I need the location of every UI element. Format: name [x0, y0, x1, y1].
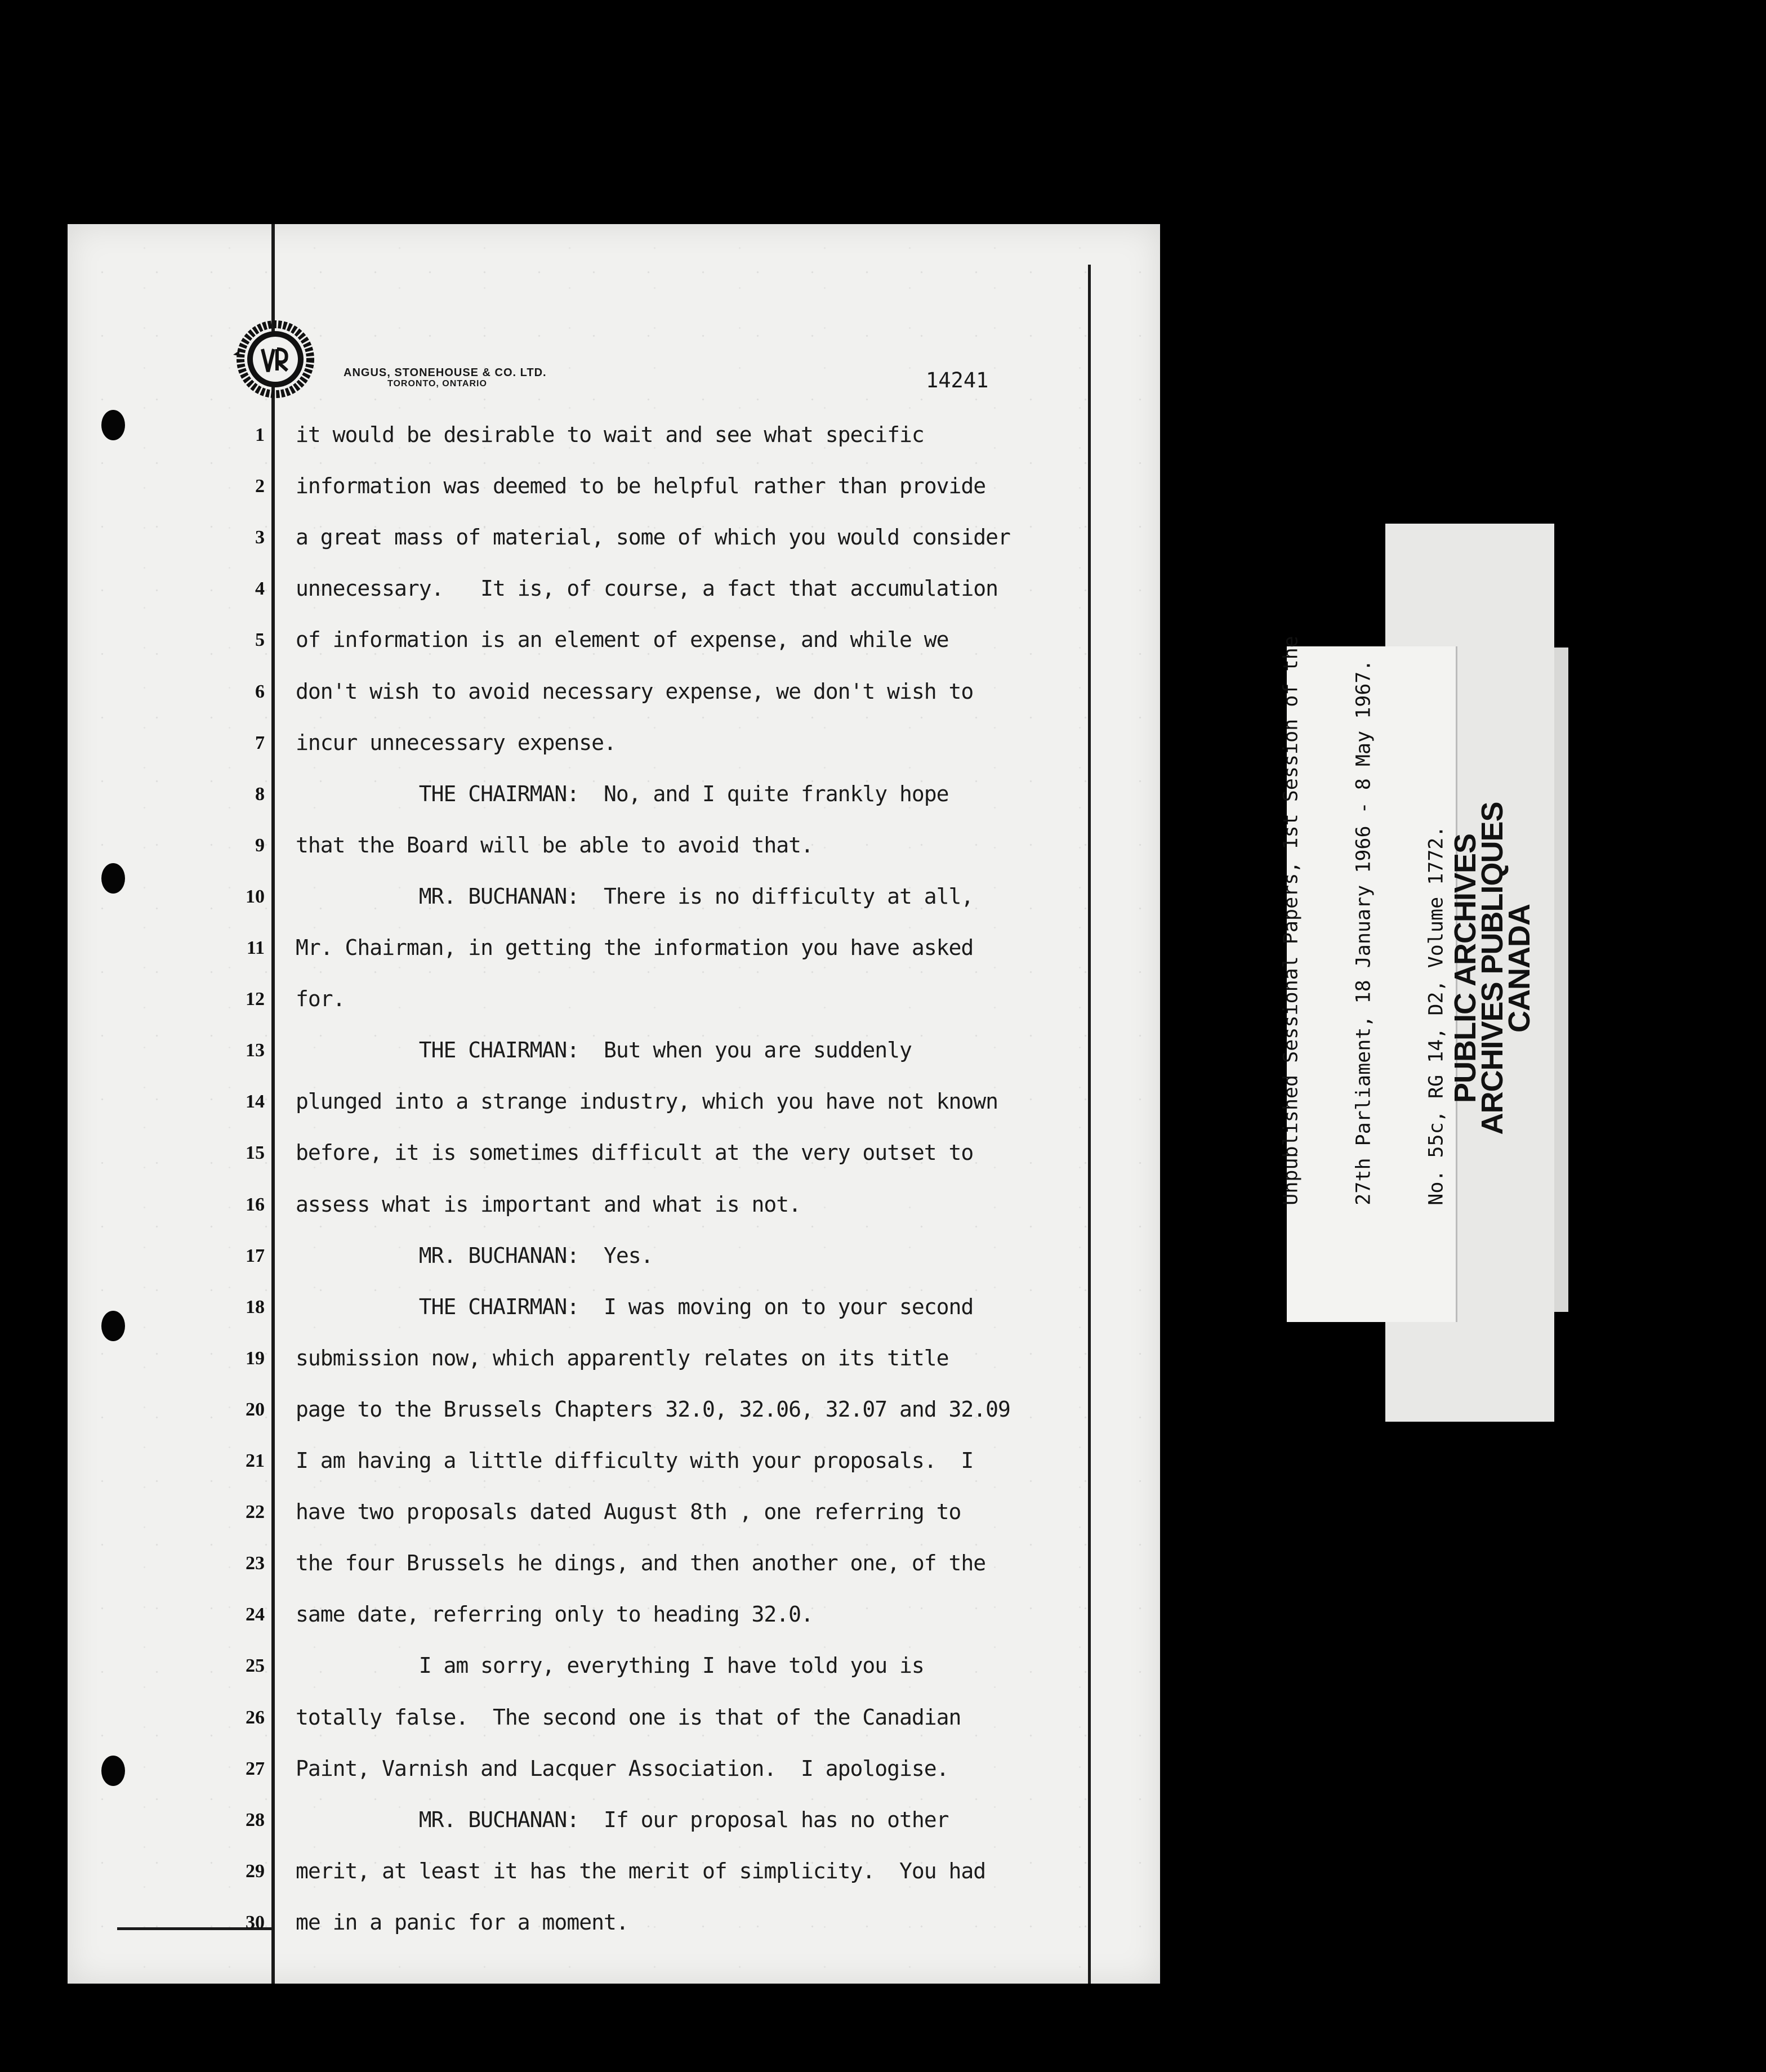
transcript-line: page to the Brussels Chapters 32.0, 32.06, 32.07 and 32.09	[296, 1396, 1010, 1422]
transcript-line: information was deemed to be helpful rather than provide	[296, 474, 986, 499]
line-number: 14	[246, 1091, 265, 1113]
line-number: 22	[246, 1502, 265, 1523]
company-city: TORONTO, ONTARIO	[387, 379, 487, 388]
transcript-line: plunged into a strange industry, which you have not known	[296, 1089, 998, 1114]
transcript-line: MR. BUCHANAN: If our proposal has no other	[296, 1807, 949, 1832]
archive-name-en: PUBLIC ARCHIVES	[1448, 833, 1482, 1104]
transcript-line: me in a panic for a moment.	[296, 1909, 628, 1935]
page-number: 14241	[926, 368, 989, 392]
line-number: 5	[255, 629, 265, 651]
punch-hole	[101, 410, 125, 440]
line-number: 12	[246, 989, 265, 1010]
transcript-page	[68, 224, 1160, 1984]
transcript-line: the four Brussels he dings, and then another one, of the	[296, 1551, 986, 1576]
transcript-line: THE CHAIRMAN: I was moving on to your second	[296, 1294, 974, 1319]
line-number: 7	[255, 732, 265, 753]
line-number: 4	[255, 578, 265, 600]
transcript-line: Paint, Varnish and Lacquer Association. I apologise.	[296, 1756, 949, 1781]
archive-name-fr: ARCHIVES PUBLIQUES	[1475, 802, 1509, 1135]
transcript-line: merit, at least it has the merit of simplicity. You had	[296, 1858, 986, 1883]
transcript-line: unnecessary. It is, of course, a fact that accumulation	[296, 576, 998, 601]
line-number: 8	[255, 783, 265, 805]
transcript-line: same date, referring only to heading 32.0.	[296, 1602, 813, 1627]
transcript-line: totally false. The second one is that of the Canadian	[296, 1704, 961, 1730]
transcript-line: it would be desirable to wait and see what specific	[296, 422, 924, 447]
transcription-member-seal-icon	[228, 310, 323, 405]
company-name: ANGUS, STONEHOUSE & CO. LTD.	[344, 367, 547, 379]
transcript-line: have two proposals dated August 8th , one referring to	[296, 1499, 961, 1525]
line-number: 28	[246, 1809, 265, 1830]
line-number: 13	[246, 1040, 265, 1061]
line-number: 23	[246, 1553, 265, 1574]
punch-hole	[101, 1756, 125, 1786]
left-margin-rule	[271, 224, 275, 1984]
line-number: 18	[246, 1296, 265, 1318]
transcript-line: for.	[296, 986, 345, 1012]
transcript-line: MR. BUCHANAN: There is no difficulty at all,	[296, 883, 974, 909]
archive-label-edge	[1554, 648, 1568, 1312]
line-number: 24	[246, 1604, 265, 1626]
line-number: 3	[255, 527, 265, 548]
line-number: 19	[246, 1347, 265, 1369]
transcript-line: before, it is sometimes difficult at the very outset to	[296, 1140, 974, 1166]
caption-line: Unpublished Sessional Papers, 1st Session of the	[1279, 636, 1303, 1205]
line-number: 10	[246, 886, 265, 907]
archive-country: CANADA	[1502, 904, 1536, 1033]
line-number: 11	[246, 937, 265, 958]
line-number: 29	[246, 1860, 265, 1882]
line-number: 6	[255, 681, 265, 702]
transcript-line: assess what is important and what is not.	[296, 1191, 801, 1217]
line-number: 9	[255, 834, 265, 856]
line-number: 16	[246, 1194, 265, 1215]
line-number: 30	[246, 1912, 265, 1933]
line-number: 26	[246, 1707, 265, 1728]
transcript-line: that the Board will be able to avoid that.	[296, 832, 813, 858]
line-number: 27	[246, 1758, 265, 1779]
company-letterhead	[344, 367, 547, 389]
line-number: 21	[246, 1450, 265, 1471]
transcript-line: a great mass of material, some of which you would consider	[296, 525, 1010, 550]
transcript-line: incur unnecessary expense.	[296, 730, 616, 755]
line-number: 17	[246, 1245, 265, 1266]
transcript-line: I am having a little difficulty with your proposals. I	[296, 1448, 974, 1473]
transcript-line: submission now, which apparently relates on its title	[296, 1345, 949, 1370]
punch-hole	[101, 863, 125, 894]
line-number: 1	[255, 425, 265, 445]
caption-line: 27th Parliament, 18 January 1966 - 8 May 1967.	[1352, 659, 1375, 1205]
line-number: 2	[255, 476, 265, 497]
punch-hole	[101, 1311, 125, 1341]
line-number: 20	[246, 1399, 265, 1420]
transcript-line: Mr. Chairman, in getting the information you have asked	[296, 935, 974, 960]
caption-line: No. 55c, RG 14, D2, Volume 1772.	[1425, 825, 1448, 1205]
transcript-line: THE CHAIRMAN: But when you are suddenly	[296, 1038, 912, 1063]
line-number: 15	[246, 1142, 265, 1164]
transcript-line: I am sorry, everything I have told you is	[296, 1653, 924, 1678]
transcript-line: THE CHAIRMAN: No, and I quite frankly hope	[296, 781, 949, 806]
transcript-line: of information is an element of expense, and while we	[296, 627, 949, 653]
transcript-line: don't wish to avoid necessary expense, we don't wish to	[296, 678, 974, 704]
transcript-line: MR. BUCHANAN: Yes.	[296, 1243, 653, 1268]
right-margin-rule	[1088, 265, 1091, 1984]
line-number: 25	[246, 1655, 265, 1677]
